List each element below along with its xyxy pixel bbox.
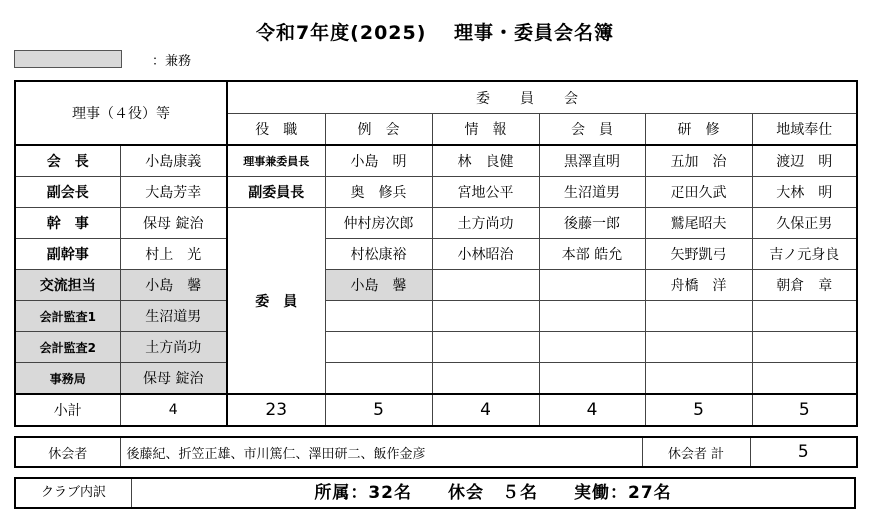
- subtotal-value: 4: [432, 394, 539, 426]
- member-cell: [539, 332, 645, 363]
- member-cell: [325, 301, 432, 332]
- member-cell: 後藤一郎: [539, 208, 645, 239]
- absence-total-label: 休会者 計: [642, 437, 750, 467]
- row-role: 交流担当: [15, 270, 120, 301]
- table-row: [15, 239, 857, 270]
- member-cell: 大林 明: [752, 177, 857, 208]
- absence-label: 休会者: [15, 437, 120, 467]
- subtotal-row: [15, 394, 857, 426]
- member-cell: 生沼道男: [539, 177, 645, 208]
- concurrent-legend-swatch: [14, 50, 122, 68]
- column-header-reikai: 例 会: [325, 114, 432, 146]
- row-officer: 生沼道男: [120, 301, 227, 332]
- subtotal-value: 4: [120, 394, 227, 426]
- club-summary-text: 所属：32名 休会 ５名 実働：27名: [314, 483, 672, 503]
- member-cell: 疋田久武: [645, 177, 752, 208]
- member-cell: [539, 363, 645, 395]
- subtotal-value: 5: [325, 394, 432, 426]
- absence-names: 後藤紀、折笠正雄、市川篤仁、澤田研二、飯作金彦: [120, 437, 642, 467]
- table-row: [15, 301, 857, 332]
- subtotal-label: 小計: [15, 394, 120, 426]
- subtotal-value: 23: [227, 394, 325, 426]
- member-cell: 鷲尾昭夫: [645, 208, 752, 239]
- row-officer: 村上 光: [120, 239, 227, 270]
- table-row: [15, 145, 857, 177]
- subtotal-value: 5: [752, 394, 857, 426]
- member-cell: [432, 363, 539, 395]
- member-cell: 五加 治: [645, 145, 752, 177]
- member-cell: 宮地公平: [432, 177, 539, 208]
- column-header-chiiki: 地域奉仕: [752, 114, 857, 146]
- member-cell: 奥 修兵: [325, 177, 432, 208]
- member-cell: [645, 332, 752, 363]
- member-cell: [539, 270, 645, 301]
- subtotal-value: 4: [539, 394, 645, 426]
- member-cell: 渡辺 明: [752, 145, 857, 177]
- member-cell: [432, 270, 539, 301]
- member-cell: 仲村房次郎: [325, 208, 432, 239]
- table-row: [15, 177, 857, 208]
- member-cell: [645, 363, 752, 395]
- subtotal-value: 5: [645, 394, 752, 426]
- row-role: 会計監査1: [15, 301, 120, 332]
- member-cell: 小島 明: [325, 145, 432, 177]
- member-cell: 小林昭治: [432, 239, 539, 270]
- row-officer: 保母 錠治: [120, 208, 227, 239]
- row-officer: 保母 錠治: [120, 363, 227, 395]
- member-cell: [645, 301, 752, 332]
- member-cell: 村松康裕: [325, 239, 432, 270]
- row-role: 副会長: [15, 177, 120, 208]
- member-cell: 矢野凱弓: [645, 239, 752, 270]
- member-cell: [539, 301, 645, 332]
- committee-members-label: 委 員: [227, 208, 325, 395]
- row-role: 事務局: [15, 363, 120, 395]
- officers-header: 理事（４役）等: [15, 81, 227, 145]
- concurrent-legend-label: ：兼務: [152, 54, 192, 69]
- column-header-joho: 情 報: [432, 114, 539, 146]
- member-cell: 久保正男: [752, 208, 857, 239]
- club-summary: [14, 477, 856, 509]
- row-role: 幹 事: [15, 208, 120, 239]
- absence-total: 5: [750, 437, 857, 467]
- row-role: 副幹事: [15, 239, 120, 270]
- row-role: 会 長: [15, 145, 120, 177]
- column-header-position: 役 職: [227, 114, 325, 146]
- member-cell: [752, 332, 857, 363]
- member-cell: [432, 301, 539, 332]
- row-role: 会計監査2: [15, 332, 120, 363]
- member-cell: 林 良健: [432, 145, 539, 177]
- member-cell: 朝倉 章: [752, 270, 857, 301]
- row-officer: 土方尚功: [120, 332, 227, 363]
- table-row: [15, 208, 857, 239]
- member-cell: 舟橋 洋: [645, 270, 752, 301]
- member-cell: 小島 馨: [325, 270, 432, 301]
- member-cell: 黒澤直明: [539, 145, 645, 177]
- roster-table: [14, 80, 858, 427]
- member-cell: [752, 363, 857, 395]
- row-officer: 小島 馨: [120, 270, 227, 301]
- page-title: 令和7年度(2025) 理事・委員会名簿: [255, 22, 615, 44]
- row-officer: 小島康義: [120, 145, 227, 177]
- column-header-kenshu: 研 修: [645, 114, 752, 146]
- member-cell: [752, 301, 857, 332]
- club-summary-label: クラブ内訳: [16, 479, 132, 507]
- member-cell: 本部 皓允: [539, 239, 645, 270]
- row-position: 副委員長: [227, 177, 325, 208]
- member-cell: 吉ノ元身良: [752, 239, 857, 270]
- table-row: [15, 363, 857, 395]
- member-cell: [432, 332, 539, 363]
- member-cell: [325, 363, 432, 395]
- column-header-kaiin: 会 員: [539, 114, 645, 146]
- member-cell: 土方尚功: [432, 208, 539, 239]
- absence-table: [14, 436, 858, 468]
- table-row: [15, 332, 857, 363]
- table-row: [15, 270, 857, 301]
- row-position: 理事兼委員長: [227, 145, 325, 177]
- row-officer: 大島芳幸: [120, 177, 227, 208]
- member-cell: [325, 332, 432, 363]
- committee-header: 委員会: [227, 81, 857, 114]
